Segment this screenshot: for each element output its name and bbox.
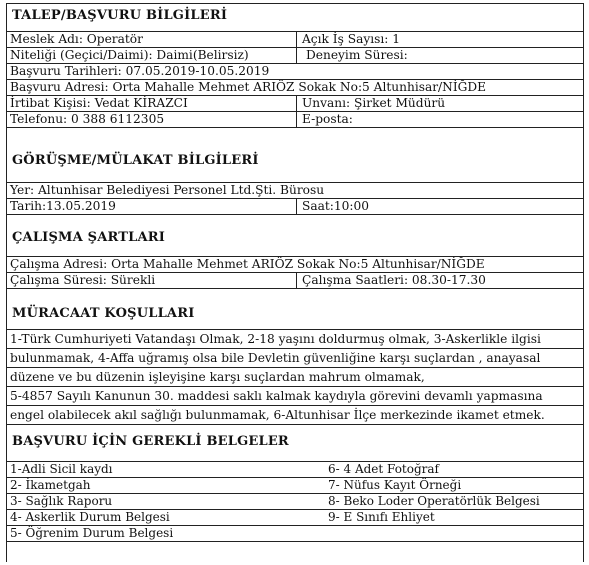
document-item: 2- İkametgah [10, 478, 91, 492]
section-header-calisma: ÇALIŞMA ŞARTLARI [12, 230, 166, 245]
gorusme-yeri: Yer: Altunhisar Belediyesi Personel Ltd.Şti. Bürosu [10, 183, 325, 197]
document-item: 9- E Sınıfı Ehliyet [328, 510, 435, 524]
top-border [6, 3, 584, 4]
section-header-talep: TALEP/BAŞVURU BİLGİLERİ [12, 8, 228, 23]
section-header-muracaat: MÜRACAAT KOŞULLARI [12, 306, 195, 321]
row-calisma-suresi [6, 272, 584, 289]
condition-line: bulunmamak, 4-Affa uğramış olsa bile Devletin güvenliğine karşı suçlardan , anayasal [6, 349, 584, 368]
document-item: 7- Nüfus Kayıt Örneği [328, 478, 462, 492]
document-row [6, 494, 584, 510]
row-telefon [6, 111, 584, 128]
condition-line: engel olabilecek akıl sağlığı bulunmamak, 6-Altunhisar İlçe merkezinde ikamet etmek. [6, 406, 584, 425]
row-niteligi [6, 47, 584, 64]
row-yer [6, 182, 584, 199]
document-item: 1-Adli Sicil kaydı [10, 462, 113, 476]
e-posta: E-posta: [302, 112, 353, 126]
deneyim-suresi: Deneyim Süresi: [306, 48, 408, 62]
irtibat-kisisi: İrtibat Kişisi: Vedat KİRAZCI [10, 96, 188, 110]
row-irtibat [6, 95, 584, 112]
document-item: 4- Askerlik Durum Belgesi [10, 510, 170, 524]
document-row [6, 526, 584, 542]
document-item: 6- 4 Adet Fotoğraf [328, 462, 439, 476]
calisma-adresi: Çalışma Adresi: Orta Mahalle Mehmet ARIÖZ Sokak No:5 Altunhisar/NİĞDE [10, 257, 485, 271]
document-row [6, 510, 584, 526]
gorusme-tarihi: Tarih:13.05.2019 [10, 199, 116, 213]
section-header-belgeler: BAŞVURU İÇİN GEREKLİ BELGELER [12, 434, 289, 449]
document-item: 8- Beko Loder Operatörlük Belgesi [328, 494, 540, 508]
section-header-gorusme: GÖRÜŞME/MÜLAKAT BİLGİLERİ [12, 153, 259, 168]
muracaat-conditions [6, 330, 584, 425]
condition-line: 1-Türk Cumhuriyeti Vatandaşı Olmak, 2-18 yaşını doldurmuş olmak, 3-Askerlikle ilgisi [6, 330, 584, 349]
acik-is-sayisi: Açık İş Sayısı: 1 [302, 32, 401, 46]
meslek-adi: Meslek Adı: Operatör [10, 32, 143, 46]
required-documents [6, 462, 584, 542]
niteligi: Niteliği (Geçici/Daimi): Daimi(Belirsiz) [10, 48, 249, 62]
telefonu: Telefonu: 0 388 6112305 [10, 112, 165, 126]
basvuru-adresi: Başvuru Adresi: Orta Mahalle Mehmet ARIÖZ Sokak No:5 Altunhisar/NİĞDE [10, 80, 487, 94]
gorusme-saati: Saat:10:00 [302, 199, 370, 213]
calisma-suresi: Çalışma Süresi: Sürekli [10, 273, 156, 287]
unvani: Unvanı: Şirket Müdürü [302, 96, 446, 110]
row-adres [6, 79, 584, 96]
row-tarihler [6, 63, 584, 80]
document-row [6, 478, 584, 494]
condition-line: düzene ve bu düzenin işleyişine karşı suçlardan mahrum olmamak, [6, 368, 584, 387]
document-row [6, 462, 584, 478]
basvuru-tarihleri: Başvuru Tarihleri: 07.05.2019-10.05.2019 [10, 64, 270, 78]
row-tarih [6, 198, 584, 215]
row-meslek [6, 31, 584, 48]
document-item: 5- Öğrenim Durum Belgesi [10, 526, 174, 540]
row-calisma-adresi [6, 256, 584, 273]
document-item: 3- Sağlık Raporu [10, 494, 113, 508]
condition-line: 5-4857 Sayılı Kanunun 30. maddesi saklı kalmak kaydıyla görevini devamlı yapmasına [6, 387, 584, 406]
calisma-saatleri: Çalışma Saatleri: 08.30-17.30 [302, 273, 486, 287]
